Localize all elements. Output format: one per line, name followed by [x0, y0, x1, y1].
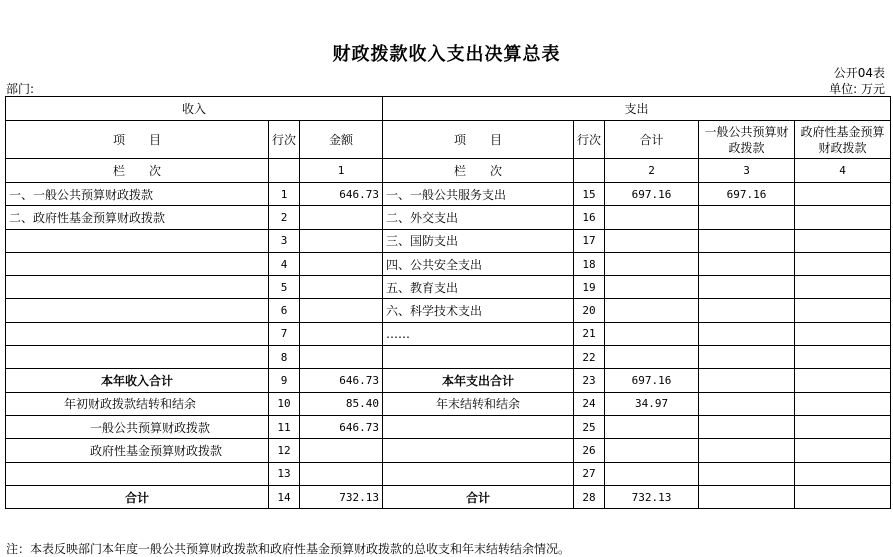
income-amount-cell: 646.73 — [300, 415, 383, 438]
gov-fund-cell — [795, 229, 891, 252]
income-row-no-cell: 1 — [269, 183, 300, 206]
income-row-no-cell: 2 — [269, 206, 300, 229]
table-row — [6, 183, 891, 206]
expense-row-no-cell: 18 — [574, 252, 605, 275]
income-row-no-cell: 5 — [269, 276, 300, 299]
table-row — [6, 299, 891, 322]
expense-item-cell — [383, 439, 574, 462]
income-item-cell: 二、政府性基金预算财政拨款 — [6, 206, 269, 229]
table-row — [6, 439, 891, 462]
expense-row-no-cell: 20 — [574, 299, 605, 322]
income-item-cell: 一、一般公共预算财政拨款 — [6, 183, 269, 206]
expense-total-header: 合计 — [605, 121, 699, 159]
table-row — [6, 392, 891, 415]
income-amount-cell — [300, 299, 383, 322]
gov-fund-cell — [795, 346, 891, 369]
expense-row-no-cell: 19 — [574, 276, 605, 299]
gov-fund-cell — [795, 276, 891, 299]
gov-fund-cell — [795, 322, 891, 345]
income-amount-cell: 646.73 — [300, 183, 383, 206]
general-budget-cell — [699, 462, 795, 485]
income-row-no-header: 行次 — [269, 121, 300, 159]
empty-cell — [574, 159, 605, 183]
gov-fund-cell — [795, 369, 891, 392]
income-amount-cell: 732.13 — [300, 485, 383, 508]
expense-item-cell: 六、科学技术支出 — [383, 299, 574, 322]
general-budget-cell — [699, 485, 795, 508]
expense-total-cell: 697.16 — [605, 369, 699, 392]
table-row — [6, 415, 891, 438]
expense-total-cell — [605, 276, 699, 299]
income-row-no-cell: 9 — [269, 369, 300, 392]
expense-total-cell — [605, 229, 699, 252]
expense-row-no-cell: 15 — [574, 183, 605, 206]
gov-fund-cell — [795, 439, 891, 462]
income-item-cell — [6, 346, 269, 369]
income-row-no-cell: 13 — [269, 462, 300, 485]
general-budget-cell — [699, 439, 795, 462]
income-amount-cell: 646.73 — [300, 369, 383, 392]
column-index-row — [6, 159, 891, 183]
general-budget-cell — [699, 276, 795, 299]
income-row-no-cell: 7 — [269, 322, 300, 345]
income-amount-cell — [300, 322, 383, 345]
expense-row-no-cell: 24 — [574, 392, 605, 415]
income-amount-cell — [300, 462, 383, 485]
footnote: 注：本表反映部门本年度一般公共预算财政拨款和政府性基金预算财政拨款的总收支和年末结转结余情况。 — [6, 542, 571, 556]
col-index-2: 2 — [605, 159, 699, 183]
expense-total-cell: 34.97 — [605, 392, 699, 415]
expense-item-cell: 三、国防支出 — [383, 229, 574, 252]
expense-row-no-cell: 28 — [574, 485, 605, 508]
income-column-label: 栏 次 — [6, 159, 269, 183]
income-item-cell — [6, 252, 269, 275]
income-item-cell: 年初财政拨款结转和结余 — [6, 392, 269, 415]
income-row-no-cell: 12 — [269, 439, 300, 462]
expense-row-no-cell: 25 — [574, 415, 605, 438]
expense-total-cell: 697.16 — [605, 183, 699, 206]
income-row-no-cell: 14 — [269, 485, 300, 508]
expense-item-cell: 年末结转和结余 — [383, 392, 574, 415]
expense-total-cell — [605, 462, 699, 485]
income-amount-cell — [300, 252, 383, 275]
income-item-cell: 本年收入合计 — [6, 369, 269, 392]
col-index-1: 1 — [300, 159, 383, 183]
income-item-cell: 合计 — [6, 485, 269, 508]
expense-total-cell — [605, 252, 699, 275]
table-row — [6, 229, 891, 252]
income-amount-cell — [300, 206, 383, 229]
summary-table — [5, 96, 891, 509]
general-budget-header: 一般公共预算财政拨款 — [699, 121, 795, 159]
expense-item-cell: 合计 — [383, 485, 574, 508]
expense-row-no-cell: 21 — [574, 322, 605, 345]
general-budget-cell — [699, 346, 795, 369]
gov-fund-cell — [795, 485, 891, 508]
general-budget-cell — [699, 369, 795, 392]
expense-row-no-cell: 16 — [574, 206, 605, 229]
gov-fund-cell — [795, 462, 891, 485]
table-body — [6, 183, 891, 509]
column-header-row — [6, 121, 891, 159]
expense-item-cell: 二、外交支出 — [383, 206, 574, 229]
income-item-cell: 政府性基金预算财政拨款 — [6, 439, 269, 462]
expense-header: 支出 — [383, 97, 891, 121]
form-code: 公开04表 — [833, 66, 885, 80]
income-item-cell — [6, 299, 269, 322]
income-item-cell: 一般公共预算财政拨款 — [6, 415, 269, 438]
gov-fund-cell — [795, 252, 891, 275]
income-item-cell — [6, 462, 269, 485]
expense-total-cell — [605, 206, 699, 229]
expense-item-cell — [383, 462, 574, 485]
general-budget-cell: 697.16 — [699, 183, 795, 206]
gov-fund-header: 政府性基金预算财政拨款 — [795, 121, 891, 159]
expense-total-cell: 732.13 — [605, 485, 699, 508]
table-row — [6, 206, 891, 229]
expense-column-label: 栏 次 — [383, 159, 574, 183]
income-amount-cell — [300, 276, 383, 299]
table-row — [6, 252, 891, 275]
table-row — [6, 485, 891, 508]
general-budget-cell — [699, 322, 795, 345]
income-amount-header: 金额 — [300, 121, 383, 159]
col-index-3: 3 — [699, 159, 795, 183]
table-row — [6, 369, 891, 392]
section-header-row — [6, 97, 891, 121]
general-budget-cell — [699, 206, 795, 229]
gov-fund-cell — [795, 183, 891, 206]
table-row — [6, 346, 891, 369]
col-index-4: 4 — [795, 159, 891, 183]
general-budget-cell — [699, 252, 795, 275]
income-amount-cell — [300, 346, 383, 369]
income-amount-cell — [300, 439, 383, 462]
expense-item-cell — [383, 415, 574, 438]
expense-item-header: 项 目 — [383, 121, 574, 159]
page-title: 财政拨款收入支出决算总表 — [332, 44, 561, 65]
table-row — [6, 322, 891, 345]
general-budget-cell — [699, 229, 795, 252]
general-budget-cell — [699, 415, 795, 438]
income-row-no-cell: 6 — [269, 299, 300, 322]
gov-fund-cell — [795, 206, 891, 229]
expense-row-no-header: 行次 — [574, 121, 605, 159]
income-amount-cell: 85.40 — [300, 392, 383, 415]
empty-cell — [269, 159, 300, 183]
income-row-no-cell: 3 — [269, 229, 300, 252]
expense-row-no-cell: 22 — [574, 346, 605, 369]
income-item-header: 项 目 — [6, 121, 269, 159]
expense-item-cell: 本年支出合计 — [383, 369, 574, 392]
expense-total-cell — [605, 322, 699, 345]
expense-row-no-cell: 26 — [574, 439, 605, 462]
gov-fund-cell — [795, 299, 891, 322]
expense-total-cell — [605, 346, 699, 369]
income-item-cell — [6, 276, 269, 299]
income-item-cell — [6, 322, 269, 345]
expense-total-cell — [605, 415, 699, 438]
table-row — [6, 462, 891, 485]
expense-item-cell: 一、一般公共服务支出 — [383, 183, 574, 206]
income-row-no-cell: 8 — [269, 346, 300, 369]
expense-total-cell — [605, 299, 699, 322]
gov-fund-cell — [795, 415, 891, 438]
general-budget-cell — [699, 392, 795, 415]
income-row-no-cell: 10 — [269, 392, 300, 415]
general-budget-cell — [699, 299, 795, 322]
expense-total-cell — [605, 439, 699, 462]
income-row-no-cell: 4 — [269, 252, 300, 275]
expense-row-no-cell: 27 — [574, 462, 605, 485]
income-header: 收入 — [6, 97, 383, 121]
income-amount-cell — [300, 229, 383, 252]
income-item-cell — [6, 229, 269, 252]
expense-item-cell: 四、公共安全支出 — [383, 252, 574, 275]
table-row — [6, 276, 891, 299]
expense-item-cell: 五、教育支出 — [383, 276, 574, 299]
department-label: 部门: — [6, 82, 35, 96]
gov-fund-cell — [795, 392, 891, 415]
unit-label: 单位: 万元 — [829, 82, 885, 96]
expense-item-cell: …… — [383, 322, 574, 345]
expense-row-no-cell: 23 — [574, 369, 605, 392]
expense-row-no-cell: 17 — [574, 229, 605, 252]
expense-item-cell — [383, 346, 574, 369]
income-row-no-cell: 11 — [269, 415, 300, 438]
